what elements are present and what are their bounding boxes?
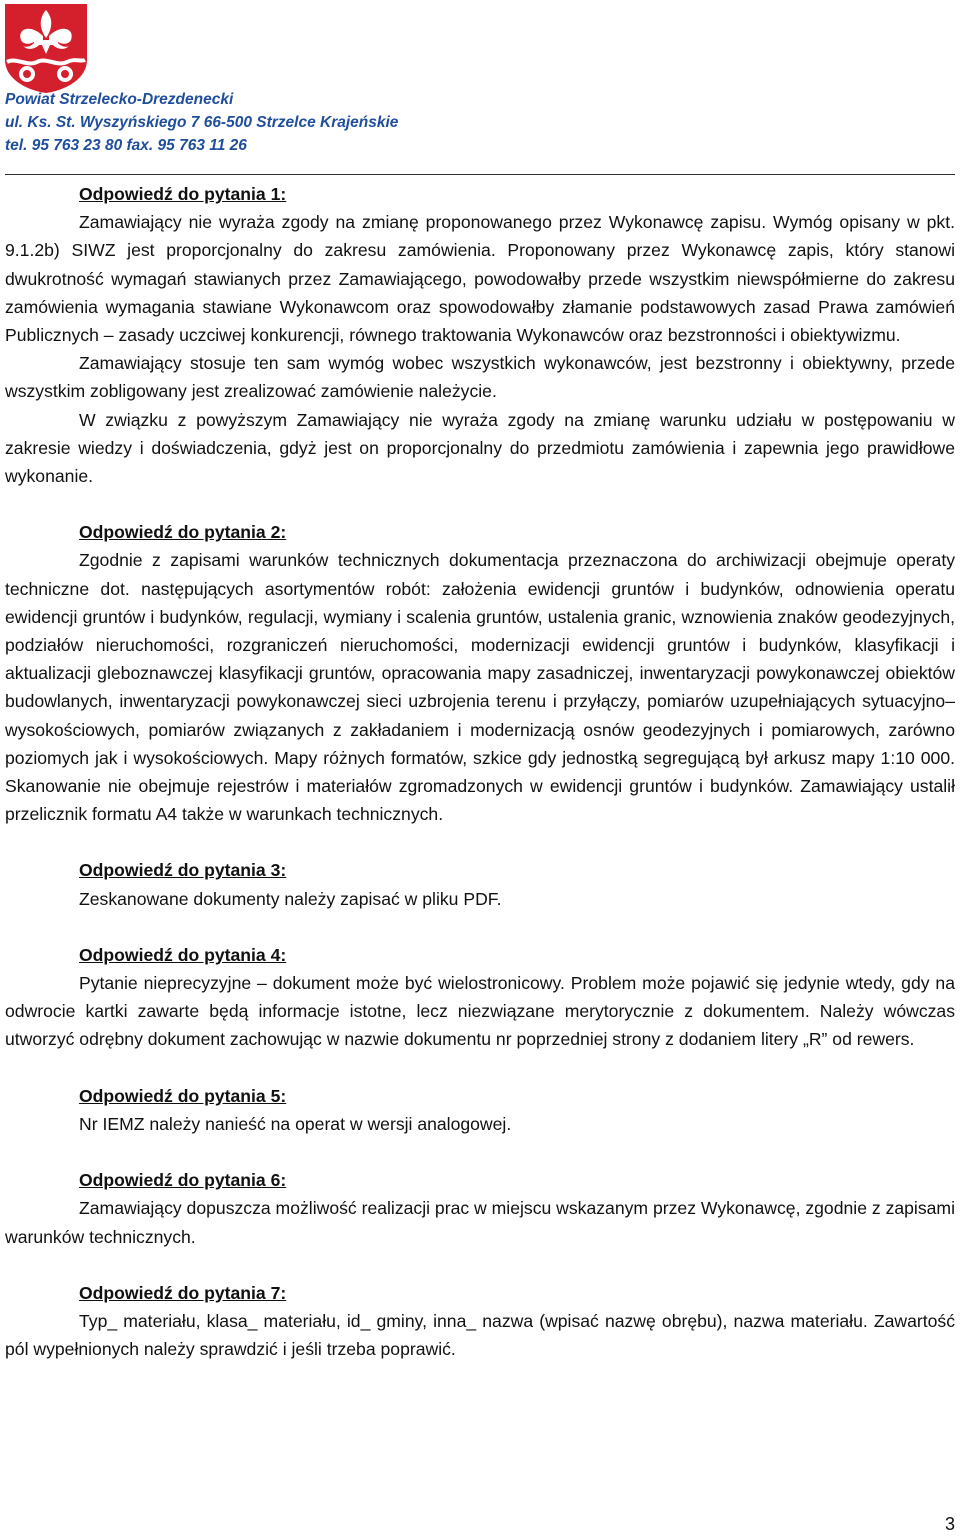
answer-paragraph: Zamawiający nie wyraża zgody na zmianę proponowanego przez Wykonawcę zapisu. Wymóg opisany w pkt. 9.1.2b) SIWZ jest proporcjonalny do zakresu zamówienia. Proponowany przez Wykonawcę zapis, który stanowi dwukrotność wymagań stawianych przez Zamawiającego, powodowałby przede wszystkim niewspółmierne do zakresu zamówienia wymagania stawiane Wykonawcom oraz spowodowałby złamanie podstawowych zasad Prawa zamówień Publicznych – zasady uczciwej konkurencji, równego traktowania Wykonawców oraz bezstronności i obiektywizmu. <box>5 212 955 346</box>
answer-title: Odpowiedź do pytania 3: <box>79 860 287 881</box>
header-divider <box>5 174 955 175</box>
answer-title: Odpowiedź do pytania 5: <box>79 1085 287 1106</box>
answer-paragraph: Zamawiający stosuje ten sam wymóg wobec wszystkich wykonawców, jest bezstronny i obiektywny, przede wszystkim zobligowany jest zrealizować zamówienie należycie. <box>5 353 955 402</box>
answer-title: Odpowiedź do pytania 4: <box>79 944 287 965</box>
answer-section-4 <box>5 941 955 1054</box>
answer-section-2 <box>5 518 955 828</box>
page-number: 3 <box>944 1514 955 1534</box>
answer-paragraph: Typ_ materiału, klasa_ materiału, id_ gminy, inna_ nazwa (wpisać nazwę obrębu), nazwa materiału. Zawartość pól wypełnionych należy sprawdzić i jeśli trzeba poprawić. <box>5 1310 955 1360</box>
answer-section-3 <box>5 856 955 912</box>
organization-phone: tel. 95 763 23 80 fax. 95 763 11 26 <box>5 137 247 154</box>
answer-title: Odpowiedź do pytania 2: <box>79 522 287 543</box>
organization-header <box>5 88 398 157</box>
answer-section-5 <box>5 1082 955 1138</box>
answer-title: Odpowiedź do pytania 6: <box>79 1170 287 1191</box>
answer-paragraph: Zamawiający dopuszcza możliwość realizacji prac w miejscu wskazanym przez Wykonawcę, zgodnie z zapisami warunków technicznych. <box>5 1198 955 1247</box>
answer-paragraph: Zgodnie z zapisami warunków technicznych dokumentacja przeznaczona do archiwizacji obejmuje operaty techniczne dot. następujących asortymentów robót: założenia ewidencji gruntów i budynków, odnowienia operatu ewidencji gruntów i budynków, regulacji, wymiany i scalenia gruntów, ustalenia granic, wznowienia znaków geodezyjnych, podziałów nieruchomości, rozgraniczeń nieruchomości, modernizacji ewidencji gruntów i budynków, klasyfikacji i aktualizacji gleboznawczej klasyfikacji gruntów, opracowania mapy zasadniczej, inwentaryzacji powykonawczej obiektów budowlanych, inwentaryzacji powykonawczej sieci uzbrojenia terenu i przyłączy, pomiarów uzupełniających sytuacyjno– wysokościowych, pomiarów związanych z zakładaniem i modernizacją osnów geodezyjnych i pomiarowych, zarówno poziomych jak i wysokościowych. Mapy różnych formatów, szkice gdy jednostką segregującą był arkusz mapy 1:10 000. Skanowanie nie obejmuje rejestrów i materiałów zgromadzonych w ewidencji gruntów i budynków. Zamawiający ustalił przelicznik formatu A4 także w warunkach technicznych. <box>5 550 955 825</box>
answer-paragraph: W związku z powyższym Zamawiający nie wyraża zgody na zmianę warunku udziału w postępowaniu w zakresie wiedzy i doświadczenia, gdyż jest on proporcjonalny do przedmiotu zamówienia i zapewnia jego prawidłowe wykonanie. <box>5 409 955 487</box>
answer-section-7 <box>5 1279 955 1364</box>
answer-paragraph: Pytanie nieprecyzyjne – dokument może być wielostronicowy. Problem może pojawić się jedynie wtedy, gdy na odwrocie kartki zawarte będą informacje istotne, lecz niezwiązane merytorycznie z dokumentem. Należy wówczas utworzyć odrębny dokument zachowując w nazwie dokumentu nr poprzedniej strony z dodaniem litery „R” od rewers. <box>5 973 955 1050</box>
answer-paragraph: Zeskanowane dokumenty należy zapisać w pliku PDF. <box>79 888 502 909</box>
organization-name: Powiat Strzelecko-Drezdenecki <box>5 91 234 108</box>
answer-title: Odpowiedź do pytania 7: <box>79 1282 287 1303</box>
organization-address: ul. Ks. St. Wyszyńskiego 7 66-500 Strzelce Krajeńskie <box>5 114 399 131</box>
answer-section-1 <box>5 180 955 490</box>
answer-section-6 <box>5 1166 955 1251</box>
coat-of-arms-logo <box>3 2 89 94</box>
answer-paragraph: Nr IEMZ należy nanieść na operat w wersji analogowej. <box>79 1113 512 1134</box>
answers-content <box>5 180 955 1363</box>
answer-title: Odpowiedź do pytania 1: <box>79 184 287 204</box>
